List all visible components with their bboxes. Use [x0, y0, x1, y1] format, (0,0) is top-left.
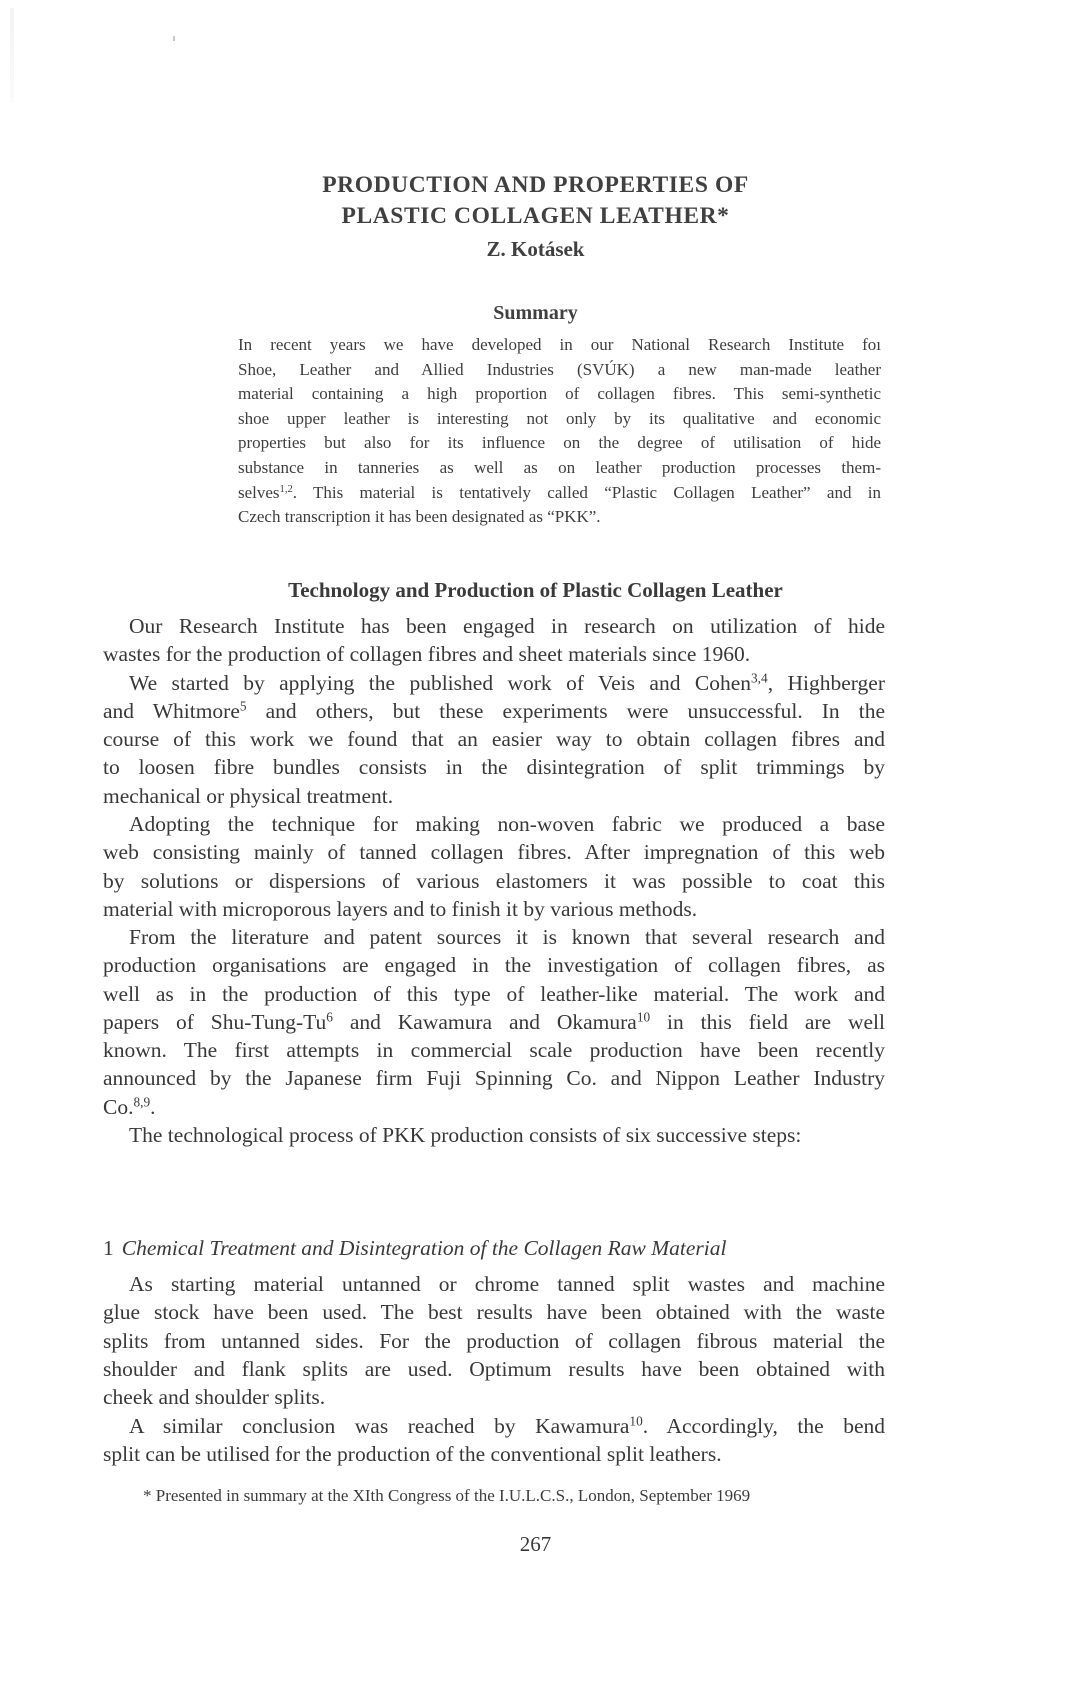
text-line: web consisting mainly of tanned collagen fibres. After impregnation of this web	[103, 840, 885, 865]
text-line: The technological process of PKK production consists of six successive steps:	[129, 1123, 802, 1147]
citation-ref: 5	[239, 698, 247, 714]
citation-ref: 1,2	[279, 483, 293, 495]
text-line: mechanical or physical treatment.	[103, 783, 394, 808]
text-span: papers of Shu-Tung-Tu	[103, 1009, 327, 1034]
summary-line: properties but also for its influence on the degree of utilisation of hide	[238, 433, 881, 453]
text-span: Co.	[103, 1094, 134, 1119]
text-line	[103, 1093, 885, 1121]
text-line: by solutions or dispersions of various elastomers it was possible to coat this	[103, 868, 885, 893]
body-paragraph-1	[103, 612, 885, 669]
footnote: * Presented in summary at the XIth Congress of the I.U.L.C.S., London, September 1969	[143, 1486, 751, 1505]
body-paragraph-2	[103, 669, 885, 810]
citation-ref: 8,9	[133, 1094, 151, 1110]
text-line: announced by the Japanese firm Fuji Spinning Co. and Nippon Leather Industry	[103, 1066, 885, 1091]
body-paragraph-5	[103, 1121, 885, 1149]
text-line: shoulder and flank splits are used. Optimum results have been obtained with	[103, 1356, 885, 1381]
text-line: wastes for the production of collagen fibres and sheet materials since 1960.	[103, 642, 751, 667]
subsection-paragraph-2	[103, 1412, 885, 1469]
text-line	[103, 1412, 885, 1440]
summary-text: . This material is tentatively called “Plastic Collagen Leather” and in	[292, 482, 881, 502]
subsection-paragraph-1	[103, 1270, 885, 1411]
text-line: Our Research Institute has been engaged in research on utilization of hide	[129, 614, 885, 638]
text-span: and Kawamura and Okamura	[332, 1009, 637, 1034]
text-line: well as in the production of this type of leather-like material. The work and	[103, 981, 885, 1006]
title-line-1: PRODUCTION AND PROPERTIES OF	[322, 172, 749, 198]
subsection-number: 1	[103, 1236, 114, 1260]
summary-line: substance in tanneries as well as on leather production processes them-	[238, 457, 881, 477]
text-line	[103, 697, 885, 725]
text-line: glue stock have been used. The best results have been obtained with the waste	[103, 1300, 885, 1325]
author: Z. Kotásek	[486, 237, 585, 261]
text-line: production organisations are engaged in the investigation of collagen fibres, as	[103, 953, 885, 978]
text-line: known. The first attempts in commercial scale production have been recently	[103, 1038, 885, 1063]
body-paragraph-4	[103, 923, 885, 1121]
body-paragraph-3	[103, 810, 885, 923]
text-line: From the literature and patent sources it is known that several research and	[129, 925, 885, 949]
summary-line: shoe upper leather is interesting not only by its qualitative and economic	[238, 408, 881, 428]
citation-ref: 6	[326, 1009, 333, 1025]
text-line: to loosen fibre bundles consists in the disintegration of split trimmings by	[103, 755, 885, 780]
summary-line	[238, 481, 881, 506]
text-line: material with microporous layers and to finish it by various methods.	[103, 896, 698, 921]
summary-line: In recent years we have developed in our National Research Institute foı	[238, 335, 881, 354]
section-heading: Technology and Production of Plastic Collagen Leather	[288, 578, 783, 602]
text-line	[103, 669, 885, 697]
text-span: and others, but these experiments were unsuccessful. In the	[246, 698, 885, 723]
title-line-2: PLASTIC COLLAGEN LEATHER*	[341, 203, 730, 229]
text-span: A similar conclusion was reached by Kawamura	[129, 1413, 630, 1438]
citation-ref: 10	[636, 1009, 651, 1025]
text-line: splits from untanned sides. For the production of collagen fibrous material the	[103, 1328, 885, 1353]
scan-edge-artifact	[10, 8, 14, 103]
summary-heading: Summary	[493, 302, 578, 324]
text-line	[103, 1008, 885, 1036]
summary-text: selves	[238, 482, 280, 502]
text-span: . Accordingly, the bend	[642, 1413, 885, 1438]
summary-abstract	[238, 333, 881, 530]
text-line: split can be utilised for the production of the conventional split leathers.	[103, 1441, 722, 1466]
page-number: 267	[519, 1532, 552, 1556]
text-line: course of this work we found that an easier way to obtain collagen fibres and	[103, 727, 885, 752]
text-line: cheek and shoulder splits.	[103, 1385, 326, 1410]
subsection-heading	[103, 1236, 727, 1261]
summary-line: material containing a high proportion of collagen fibres. This semi-synthetic	[238, 384, 881, 404]
citation-ref: 3,4	[751, 670, 768, 686]
text-span: in this field are well	[650, 1009, 885, 1034]
text-span: and Whitmore	[103, 698, 240, 723]
summary-line: Czech transcription it has been designated as “PKK”.	[238, 507, 601, 527]
scan-speck	[173, 36, 175, 41]
subsection-title: Chemical Treatment and Disintegration of the Collagen Raw Material	[121, 1236, 727, 1260]
text-span: .	[150, 1094, 156, 1119]
citation-ref: 10	[629, 1413, 643, 1429]
text-line: Adopting the technique for making non-woven fabric we produced a base	[129, 812, 885, 836]
text-span: , Highberger	[767, 670, 885, 695]
text-span: We started by applying the published work of Veis and Cohen	[129, 670, 752, 695]
summary-line: Shoe, Leather and Allied Industries (SVÚK) a new man-made leather	[238, 359, 881, 379]
text-line: As starting material untanned or chrome tanned split wastes and machine	[129, 1272, 885, 1296]
paper-title	[0, 170, 1071, 232]
